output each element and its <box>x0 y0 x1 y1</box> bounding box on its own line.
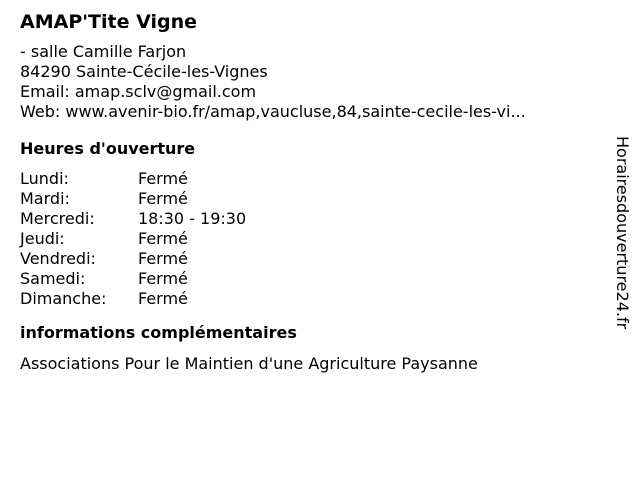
info-heading: informations complémentaires <box>20 323 297 342</box>
address-block <box>20 42 600 122</box>
hours-row-saturday <box>20 269 600 289</box>
email-line[interactable]: Email: amap.sclv@gmail.com <box>20 82 257 101</box>
address-line-venue: - salle Camille Farjon <box>20 42 187 61</box>
day-label: Mercredi: <box>20 209 95 228</box>
day-label: Mardi: <box>20 189 70 208</box>
hours-row-sunday <box>20 289 600 309</box>
day-hours: Fermé <box>138 189 188 208</box>
info-text: Associations Pour le Maintien d'une Agriculture Paysanne <box>20 354 478 373</box>
day-hours: 18:30 - 19:30 <box>138 209 247 228</box>
day-label: Lundi: <box>20 169 69 188</box>
address-line-city: 84290 Sainte-Cécile-les-Vignes <box>20 62 268 81</box>
day-label: Dimanche: <box>20 289 107 308</box>
hours-row-tuesday <box>20 189 600 209</box>
hours-row-wednesday <box>20 209 600 229</box>
day-label: Vendredi: <box>20 249 96 268</box>
hours-row-thursday <box>20 229 600 249</box>
day-hours: Fermé <box>138 249 188 268</box>
day-hours: Fermé <box>138 269 188 288</box>
day-label: Jeudi: <box>20 229 65 248</box>
hours-row-friday <box>20 249 600 269</box>
listing-title: AMAP'Tite Vigne <box>20 11 198 33</box>
day-hours: Fermé <box>138 169 188 188</box>
day-label: Samedi: <box>20 269 86 288</box>
day-hours: Fermé <box>138 289 188 308</box>
site-watermark: Horairesdouverture24.fr <box>613 136 632 330</box>
web-line[interactable]: Web: www.avenir-bio.fr/amap,vaucluse,84,sainte-cecile-les-vi... <box>20 102 526 121</box>
day-hours: Fermé <box>138 229 188 248</box>
listing-card <box>20 9 600 374</box>
hours-heading: Heures d'ouverture <box>20 139 196 158</box>
hours-row-monday <box>20 169 600 189</box>
opening-hours-table <box>20 169 600 309</box>
